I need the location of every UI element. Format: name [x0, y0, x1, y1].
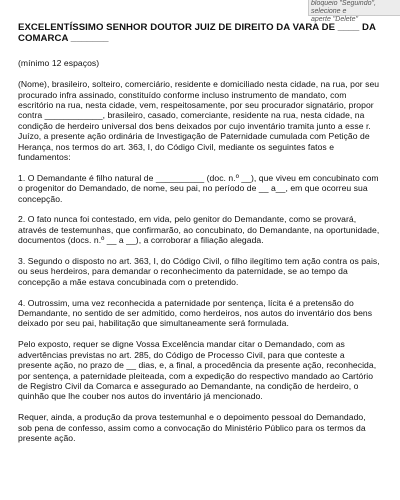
paragraph-fact-1: 1. O Demandante é filho natural de __________ (doc. n.º __), que viveu em concubinato com o progenitor do Demandado, de nome, seu pai, no período de __ a__, em que ocorreu sua concepção. [18, 172, 379, 204]
paragraph-fact-4: 4. Outrossim, uma vez reconhecida a paternidade por sentença, lícita é a pretensão do Demandante, no sentido de ser admitido, como herdeiros, nos autos do inventário dos bens deixado por seu pai, habilitação que simultaneamente será formulada. [18, 297, 373, 329]
spacing-note: (mínimo 12 espaços) [18, 58, 100, 69]
corner-note-line-2: aperte "Delete" [311, 16, 358, 23]
petition-document [18, 22, 380, 454]
paragraph-qualification: (Nome), brasileiro, solteiro, comerciário, residente e domiciliado nesta cidade, na rua, por seu procurado infra assinado, constituído conforme incluso instrumento de mandato, com escritório na rua, nesta cidade, vem, respeitosamente, por seu procurador signatário, propor contra ____________, brasileiro, casado, comerciante, residente na rua, nesta cidade, na condição de herdeiro universal dos bens deixados por cujo inventário tramita junto a esse r. Juízo, a presente ação ordinária de Investigação de Paternidade cumulada com Petição de Herança, nos termos do art. 363, I, do Código Civil, mediante os seguintes fatos e fundamentos: [18, 79, 380, 163]
corner-note [308, 0, 400, 23]
paragraph-request: Pelo exposto, requer se digne Vossa Excelência mandar citar o Demandado, com as advertências previstas no art. 285, do Código de Processo Civil, para que conteste a presente ação, no prazo de __ dias, e, a final, a procedência da presente ação, reconhecida, por sentença, a paternidade pleiteada, com a expedição do respectivo mandado ao Cartório de Registro Civil da Comarca e assegurado ao Demandante, na condição de herdeiro, o quinhão que lhe couber nos autos do inventário já mencionado. [18, 339, 377, 402]
paragraph-fact-3: 3. Segundo o disposto no art. 363, I, do Código Civil, o filho ilegítimo tem ação contra os pais, ou seus herdeiros, para demandar o reconhecimento da paternidade, se ao tempo da concepção a mãe estava concubinada com o pretendido. [18, 256, 380, 287]
paragraph-fact-2: 2. O fato nunca foi contestado, em vida, pelo genitor do Demandante, como se provará, através de testemunhas, que confirmarão, ao concubinato, do Demandante, na oportunidade, documentos (docs. n.º __ a __), a corroborar a filiação alegada. [18, 214, 380, 246]
paragraph-evidence: Requer, ainda, a produção da prova testemunhal e o depoimento pessoal do Demandado, sob pena de confesso, assim como a convocação do Ministério Público para os termos da presente ação. [18, 412, 366, 443]
corner-note-line-1: bloqueio "Seguindo", selecione e [311, 0, 376, 15]
document-title: EXCELENTÍSSIMO SENHOR DOUTOR JUIZ DE DIREITO DA VARA DE ____ DA COMARCA _______ [18, 22, 376, 45]
